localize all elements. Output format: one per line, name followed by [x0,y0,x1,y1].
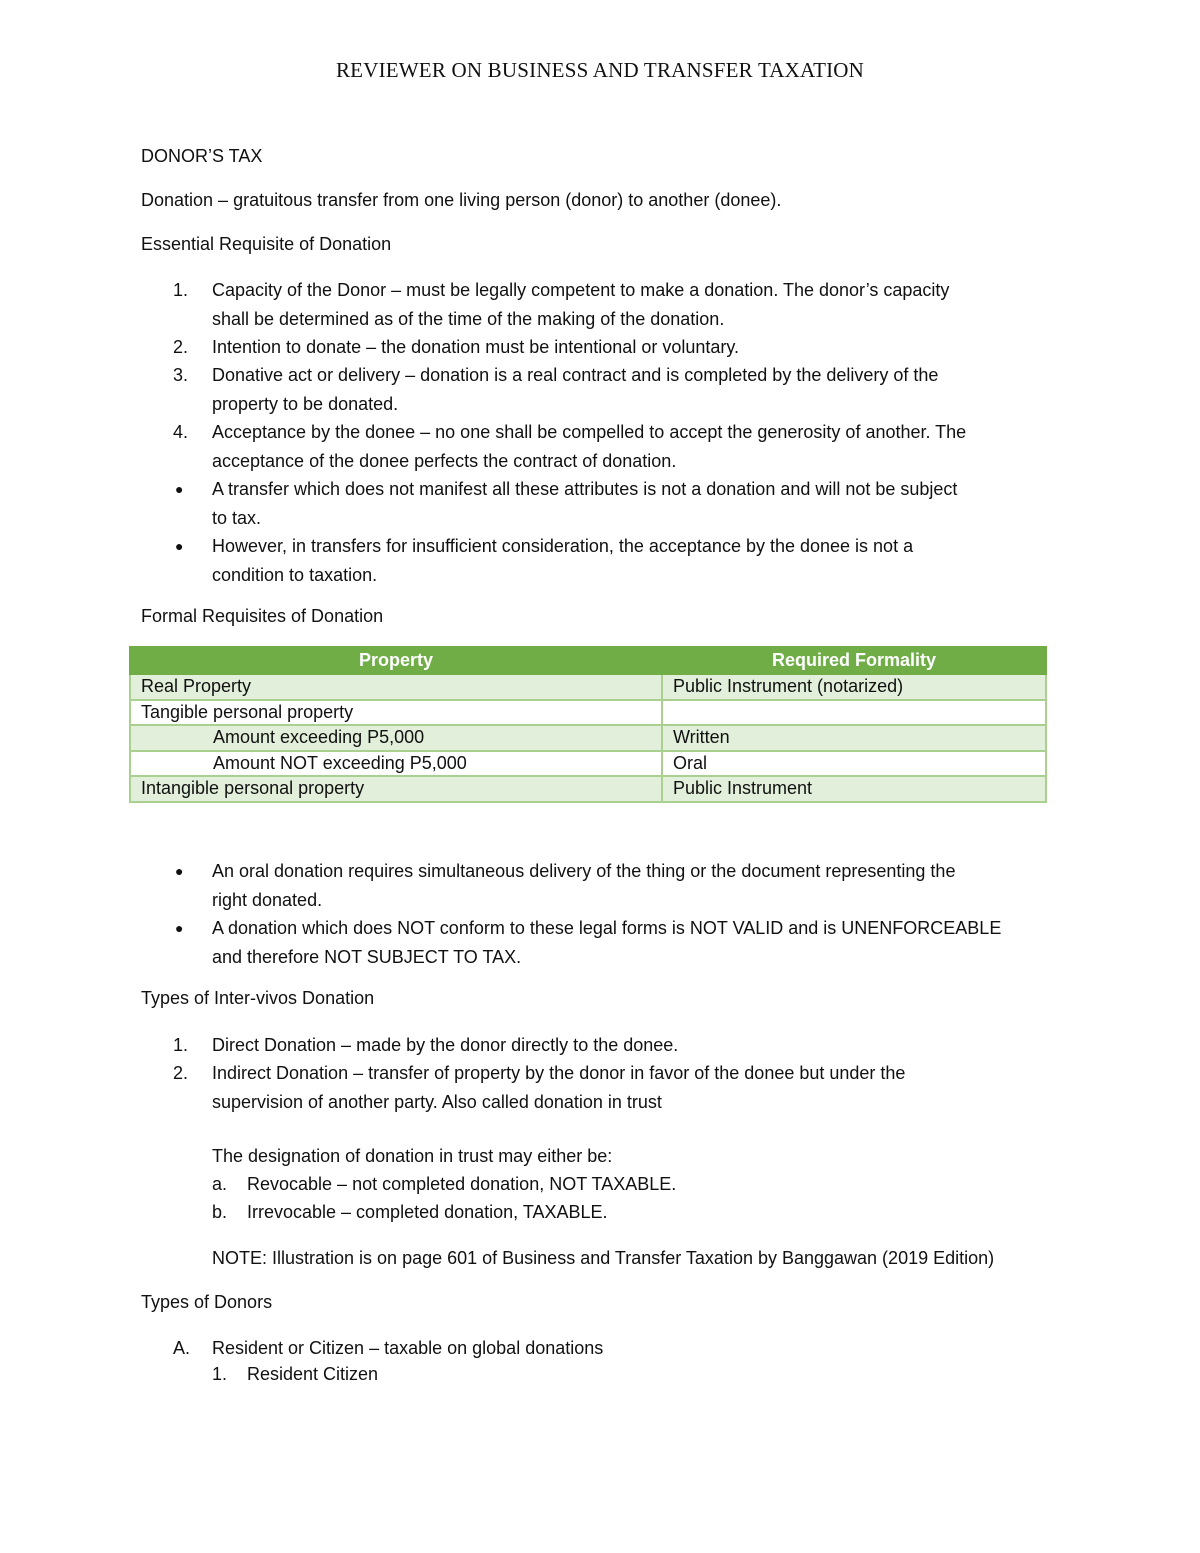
note [212,1248,994,1269]
list-text: Direct Donation – made by the donor directly to the donee. [212,1035,679,1055]
list-item [141,276,1061,333]
list-text: Intention to donate – the donation must be intentional or voluntary. [212,337,740,357]
bullet-text: to tax. [212,507,262,528]
table-cell [662,700,1046,726]
note-text: NOTE: Illustration is on page 601 of Business and Transfer Taxation by Banggawan (2019 Edition) [212,1248,995,1268]
table-row [130,751,1046,777]
list-number: 1. [173,280,189,300]
inter-vivos-heading: Types of Inter-vivos Donation [141,988,375,1008]
list-item [141,418,1061,475]
list-letter: A. [173,1338,191,1358]
trust-intro [212,1146,612,1167]
list-number: 2. [173,337,189,357]
sub-list-text: Resident Citizen [247,1364,379,1384]
bullet-text: right donated. [212,889,323,910]
table-cell: Public Instrument [662,776,1046,802]
list-text: Resident or Citizen – taxable on global donations [212,1338,604,1358]
list-number: 3. [173,365,189,385]
sub-list-item [212,1364,378,1385]
trust-text: Irrevocable – completed donation, TAXABLE. [247,1202,608,1222]
bullet-icon: ● [175,538,184,554]
table-cell: Oral [662,751,1046,777]
bullet-item [141,914,1061,971]
list-number: 2. [173,1063,189,1083]
table-cell: Intangible personal property [130,776,662,802]
table-row [130,700,1046,726]
list-text: acceptance of the donee perfects the contract of donation. [212,450,677,471]
list-item [141,1059,1061,1116]
list-item [141,1334,1061,1363]
table-row [130,674,1046,700]
bullet-item [141,532,1061,589]
list-text: Capacity of the Donor – must be legally competent to make a donation. The donor’s capacity [212,280,950,300]
list-text: Indirect Donation – transfer of property by the donor in favor of the donee but under the [212,1063,906,1083]
list-number: 4. [173,422,189,442]
table-cell: Amount exceeding P5,000 [130,725,662,751]
table-row [130,776,1046,802]
bullet-text: An oral donation requires simultaneous delivery of the thing or the document representing the [212,861,956,881]
list-text: supervision of another party. Also called donation in trust [212,1091,662,1112]
bullet-text: and therefore NOT SUBJECT TO TAX. [212,946,522,967]
table-row [130,725,1046,751]
bullet-item [141,475,1061,532]
essential-heading: Essential Requisite of Donation [141,234,392,254]
list-item [141,333,1061,362]
trust-item [212,1202,608,1223]
list-number: 1. [173,1035,189,1055]
formal-requisites-table [129,646,1047,803]
table-cell: Real Property [130,674,662,700]
list-item [141,361,1061,418]
sub-list-number: 1. [212,1364,228,1384]
donors-heading: Types of Donors [141,1292,273,1312]
bullet-text: condition to taxation. [212,564,378,585]
bullet-icon: ● [175,481,184,497]
section-heading: DONOR’S TAX [141,146,263,166]
table-cell: Amount NOT exceeding P5,000 [130,751,662,777]
list-text: Acceptance by the donee – no one shall be compelled to accept the generosity of another. The [212,422,967,442]
bullet-text: A transfer which does not manifest all these attributes is not a donation and will not be subject [212,479,958,499]
list-text: shall be determined as of the time of the making of the donation. [212,308,725,329]
table-header: Property [130,647,662,674]
table-cell: Tangible personal property [130,700,662,726]
table-header: Required Formality [662,647,1046,674]
trust-item [212,1174,676,1195]
table-header-row [130,647,1046,674]
trust-letter: a. [212,1174,228,1194]
trust-text: Revocable – not completed donation, NOT TAXABLE. [247,1174,677,1194]
list-text: property to be donated. [212,393,399,414]
bullet-icon: ● [175,863,184,879]
formal-heading: Formal Requisites of Donation [141,606,384,626]
document-title: REVIEWER ON BUSINESS AND TRANSFER TAXATION [335,58,865,82]
bullet-icon: ● [175,920,184,936]
list-item [141,1031,1061,1060]
bullet-text: However, in transfers for insufficient consideration, the acceptance by the donee is not a [212,536,914,556]
trust-letter: b. [212,1202,228,1222]
donation-definition: Donation – gratuitous transfer from one living person (donor) to another (donee). [141,190,782,210]
bullet-item [141,857,1061,914]
table-cell: Public Instrument (notarized) [662,674,1046,700]
trust-intro-text: The designation of donation in trust may either be: [212,1146,613,1166]
bullet-text: A donation which does NOT conform to these legal forms is NOT VALID and is UNENFORCEABLE [212,918,1002,938]
list-text: Donative act or delivery – donation is a real contract and is completed by the delivery of the [212,365,939,385]
table-cell: Written [662,725,1046,751]
